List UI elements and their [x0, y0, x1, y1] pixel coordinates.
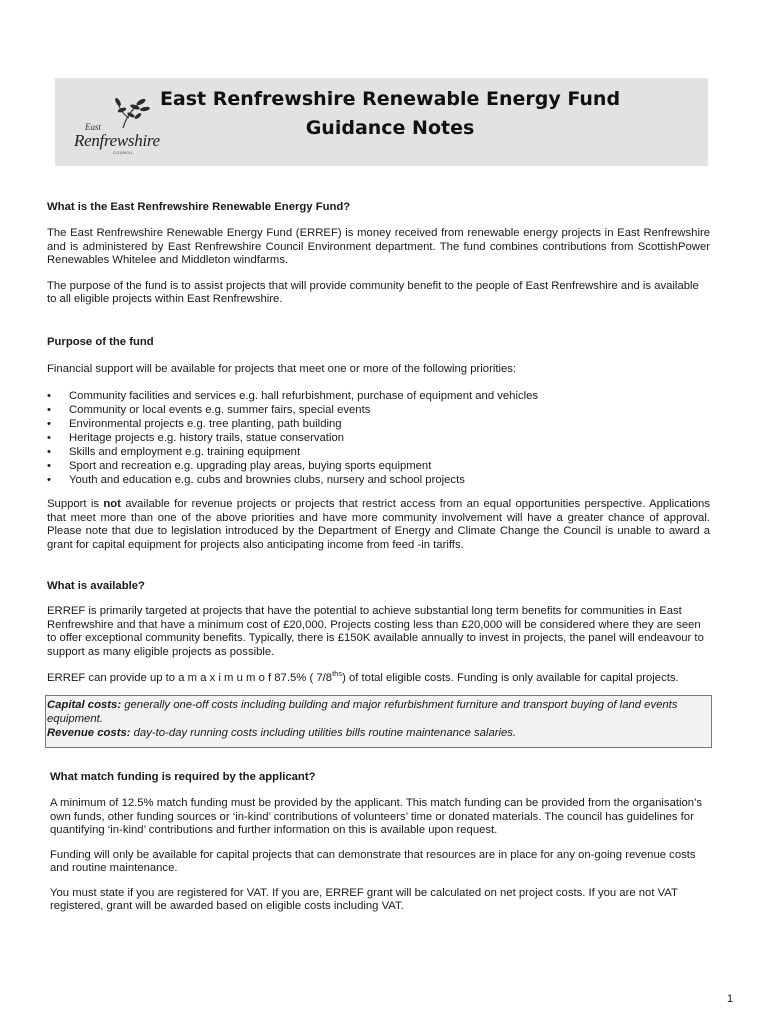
cost-definitions-box: [45, 695, 712, 748]
priorities-list: [47, 389, 710, 487]
capital-costs-definition: [47, 698, 709, 726]
section-heading-what-is: What is the East Renfrewshire Renewable Energy Fund?: [47, 201, 351, 213]
paragraph-priorities-intro: Financial support will be available for projects that meet one or more of the following priorities:: [47, 362, 517, 375]
maximum-text-end: ) of total eligible costs. Funding is only available for capital projects.: [342, 671, 679, 684]
paragraph-maximum-funding: [47, 667, 710, 685]
paragraph-vat: You must state if you are registered for VAT. If you are, ERREF grant will be calculated on net project costs. If you are not VAT registered, grant will be awarded based on eligible costs including VAT.: [50, 886, 678, 913]
paragraph-what-is: The East Renfrewshire Renewable Energy Fund (ERREF) is money received from renewable energy projects in East Renfrewshire and is administered by East Renfrewshire Council Environment department. The fund combines contributions from ScottishPower Renewables Whitelee and Middleton windfarms.: [47, 227, 710, 266]
support-emphasis: not: [103, 498, 121, 510]
list-item: • Heritage projects e.g. history trails, statue conservation: [47, 431, 710, 445]
document-body: [47, 200, 710, 914]
list-item: • Environmental projects e.g. tree planting, path building: [47, 417, 710, 431]
capital-costs-label: Capital costs:: [47, 699, 122, 712]
section-heading-purpose: Purpose of the fund: [47, 335, 154, 348]
page-number: 1: [727, 993, 734, 1005]
maximum-superscript: ths: [332, 669, 343, 678]
match-funding-section: [47, 770, 710, 914]
list-item: • Community facilities and services e.g. hall refurbishment, purchase of equipment and vehicles: [47, 389, 710, 403]
maximum-text-start: ERREF can provide up to a m a x i m u m o f 87.5% ( 7/8: [47, 671, 333, 684]
section-heading-match-funding: What match funding is required by the applicant?: [50, 771, 316, 784]
title-line-2: Guidance Notes: [305, 117, 475, 139]
list-item: • Sport and recreation e.g. upgrading play areas, buying sports equipment: [47, 459, 710, 473]
title-line-1: East Renfrewshire Renewable Energy Fund: [159, 88, 621, 110]
paragraph-targeting: ERREF is primarily targeted at projects that have the potential to achieve substantial long term benefits for communities in East Renfrewshire and that have a minimum cost of £20,000. Projects costing less than £20,000 will be considered where they are seen to offer exceptional community benefits. Typically, there is £150K available annually to invest in projects, the panel will endeavour to support as many eligible projects as possible.: [47, 605, 704, 658]
paragraph-support-restrictions: [47, 498, 710, 552]
paragraph-ongoing-costs: Funding will only be available for capital projects that can demonstrate that resources are in place for any on-going revenue costs and routine maintenance.: [50, 848, 696, 875]
page-title: [150, 85, 630, 143]
paragraph-fund-purpose: The purpose of the fund is to assist projects that will provide community benefit to the people of East Renfrewshire and is available to all eligible projects within East Renfrewshire.: [47, 279, 699, 305]
paragraph-match-funding: A minimum of 12.5% match funding must be provided by the applicant. This match funding can be provided from the organisation’s own funds, other funding sources or ‘in-kind’ contributions of volunteers’ time or donated materials. The council has guidelines for quantifying ‘in-kind’ contributions and further information on this is available upon request.: [50, 797, 703, 837]
logo-text-east: East: [85, 122, 102, 132]
list-item: • Community or local events e.g. summer fairs, special events: [47, 403, 710, 417]
logo-text-renfrewshire: Renfrewshire: [74, 131, 160, 150]
section-heading-available: What is available?: [47, 580, 145, 592]
revenue-costs-definition: [47, 726, 709, 740]
capital-costs-text: generally one-off costs including building and major refurbishment furniture and transport buying of land events equipment.: [47, 699, 678, 726]
list-item: • Youth and education e.g. cubs and brownies clubs, nursery and school projects: [47, 473, 710, 487]
revenue-costs-label: Revenue costs:: [47, 727, 131, 740]
support-text-start: Support is: [47, 498, 104, 510]
list-item: • Skills and employment e.g. training equipment: [47, 445, 710, 459]
revenue-costs-text: day-to-day running costs including utilities bills routine maintenance salaries.: [130, 727, 517, 740]
support-text-rest: available for revenue projects or projects that restrict access from an equal opportunities perspective. Applications that meet more than one of the above priorities and have more community involvement will have a greater chance of approval. Please note that due to legislation introduced by the Department of Energy and Climate Change the Council is unable to award a grant for capital equipment for projects also anticipating income from feed -in tariffs.: [47, 498, 710, 551]
logo-text-council: COUNCIL: [113, 150, 134, 155]
